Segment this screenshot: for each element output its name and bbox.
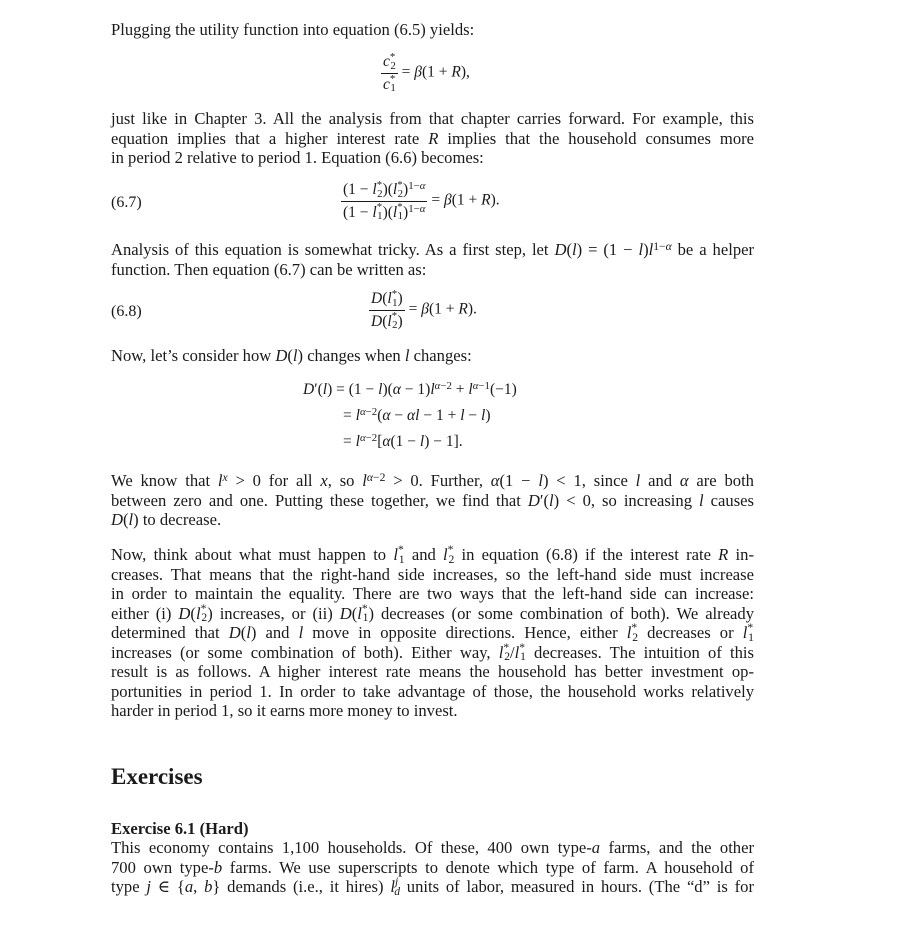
intro-line: Plugging the utility function into equation (6.5) yields: xyxy=(111,20,475,39)
derivative-line-3: = $l^{\alpha-2}[\alpha(1 - l) - 1]$. xyxy=(343,432,463,450)
equation-rhs: = β(1 + R), xyxy=(401,63,470,81)
equation-number-6-8: (6.8) xyxy=(111,303,142,320)
derivative-line-2: = $l^{\alpha-2}(\alpha - \alpha l - 1 + l - l)$ xyxy=(343,406,491,424)
equation-rhs: = β(1 + R). xyxy=(431,191,500,209)
paragraph-2: Analysis of this equation is somewhat tricky. As a first step, let $D(l) = (1 - l)l^{1-\alpha}$ be a helper function. Then equation (6.7) can be written as: xyxy=(111,239,755,279)
equation-6-8 xyxy=(369,289,477,331)
section-heading: Exercises xyxy=(111,764,203,789)
fraction: $\frac{(1 - l^*_2)(l^*_2)^{1-\alpha}}{(1 - l^*_1)(l^*_1)^{1-\alpha}}$ xyxy=(343,178,426,223)
paragraph-5: Now, think about what must happen to $l^*_1$ and $l^*_2$ in equation (6.8) if the interest rate R in- creases. That means that the right-hand side increases, so the left-hand side must increase in order to maintain the equality. There are two ways that the left-hand side can increase: either (i) $D(l^*_2)$ increases, or (ii) $D(l^*_1)$ decreases (or some combination of both). We already determined that D(l) and l move in opposite directions. Hence, either $l^*_2$ decreases or $l^*_1$ increases (or some combination of both). Either way, $l^*_2/l^*_1$ decreases. The intuition of this result is as follows. A higher interest rate means the household has better investment op- portunities in period 1. In order to take advantage of those, the household works relatively harder in period 1, so it earns more money to invest. xyxy=(111,543,755,720)
equation-number-6-7: (6.7) xyxy=(111,194,142,211)
paragraph-3: Now, let’s consider how D(l) changes when l changes: xyxy=(111,346,472,365)
paragraph-1: just like in Chapter 3. All the analysis from that chapter carries forward. For example, this equation implies that a higher interest rate R implies that the household consumes more in period 2 relative to period 1. Equation (6.6) becomes: xyxy=(111,109,755,167)
exercise-title: Exercise 6.1 (Hard) xyxy=(111,819,249,838)
equation-consumption-ratio xyxy=(381,52,470,94)
derivative-line-1: $D'(l) = (1 - l)(\alpha - 1)l^{\alpha-2} + l^{\alpha-1}(-1)$ xyxy=(303,380,517,398)
equation-6-7 xyxy=(341,180,500,222)
paragraph-6: This economy contains 1,100 households. Of these, 400 own type-a farms, and the other 700 own type-b farms. We use superscripts to denote which type of farm. A household of type j ∈ {a, b} demands (i.e., it hires) $l^j_d$ units of labor, measured in hours. (The “d” is for xyxy=(111,838,754,898)
paragraph-4: We know that $l^x > 0$ for all x, so $l^{\alpha-2} > 0$. Further, α(1 − l) < 1, since l and α are both between zero and one. Putting these together, we find that D′(l) < 0, so increasing l causes D(l) to decrease. xyxy=(111,470,754,529)
equation-rhs: = β(1 + R). xyxy=(408,300,477,318)
fraction: $\frac{D(l^*_1)}{D(l^*_2)}$ xyxy=(371,287,403,332)
page xyxy=(111,0,754,947)
fraction: $\frac{c^*_2}{c^*_1}$ xyxy=(383,50,396,95)
